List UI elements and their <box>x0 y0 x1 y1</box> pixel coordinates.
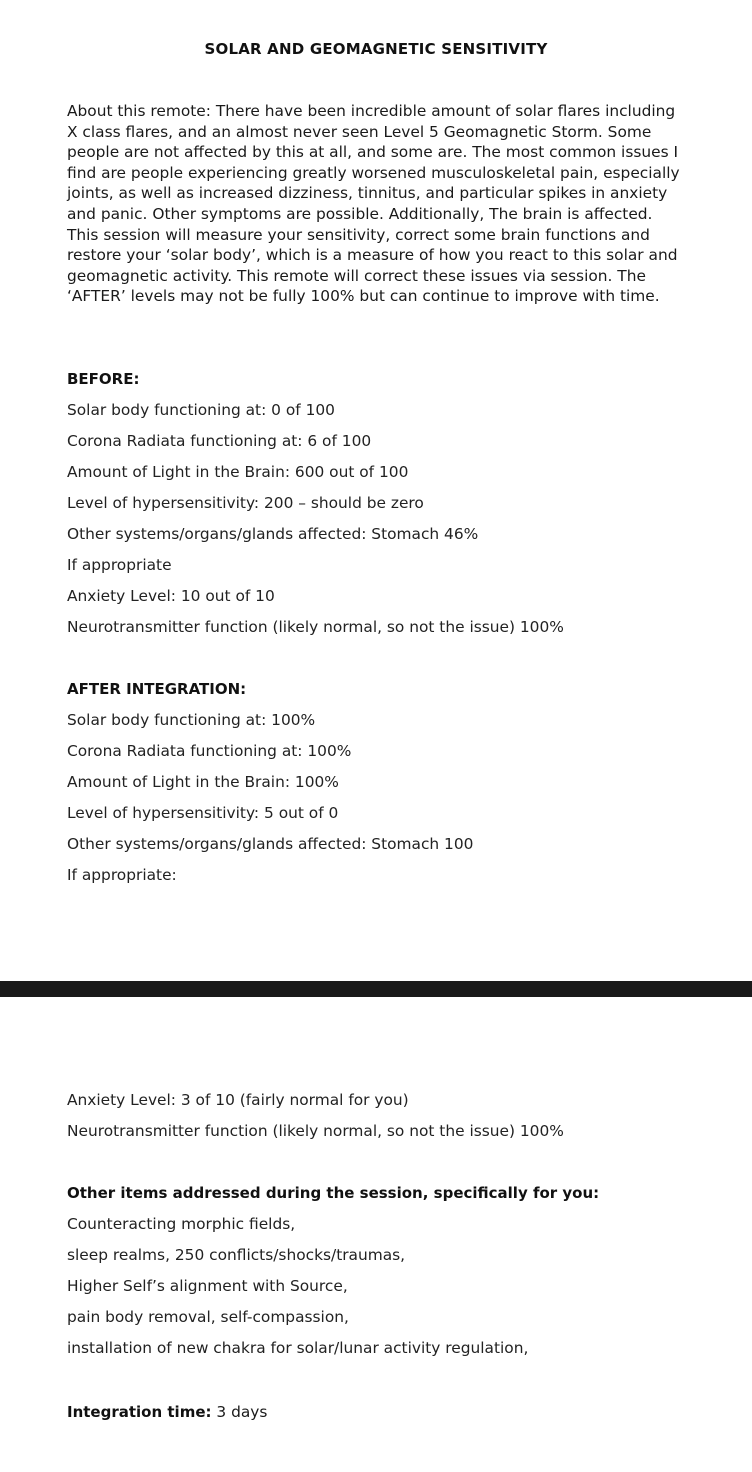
before-item-light-in-brain: Amount of Light in the Brain: 600 out of 100 <box>67 463 409 481</box>
before-item-solar-body: Solar body functioning at: 0 of 100 <box>67 401 335 419</box>
other-item-new-chakra: installation of new chakra for solar/lunar activity regulation, <box>67 1339 529 1357</box>
after-item-light-in-brain: Amount of Light in the Brain: 100% <box>67 773 339 791</box>
other-items-heading: Other items addressed during the session, specifically for you: <box>67 1184 600 1202</box>
after-item-anxiety: Anxiety Level: 3 of 10 (fairly normal for you) <box>67 1091 409 1109</box>
other-items-section <box>67 1178 707 1364</box>
other-item-higher-self: Higher Self’s alignment with Source, <box>67 1277 348 1295</box>
other-item-sleep-realms: sleep realms, 250 conflicts/shocks/traumas, <box>67 1246 406 1264</box>
before-item-hypersensitivity: Level of hypersensitivity: 200 – should be zero <box>67 494 424 512</box>
page-title: SOLAR AND GEOMAGNETIC SENSITIVITY <box>204 40 548 58</box>
before-item-neurotransmitter: Neurotransmitter function (likely normal, so not the issue) 100% <box>67 618 564 636</box>
page-break-divider <box>0 981 752 997</box>
integration-time-value: 3 days <box>216 1403 268 1421</box>
before-item-corona-radiata: Corona Radiata functioning at: 6 of 100 <box>67 432 372 450</box>
after-item-hypersensitivity: Level of hypersensitivity: 5 out of 0 <box>67 804 339 822</box>
before-heading: BEFORE: <box>67 370 140 388</box>
after-continued-section <box>67 1085 707 1147</box>
before-item-if-appropriate: If appropriate <box>67 556 172 574</box>
after-item-other-systems: Other systems/organs/glands affected: Stomach 100 <box>67 835 474 853</box>
before-item-other-systems: Other systems/organs/glands affected: Stomach 46% <box>67 525 479 543</box>
about-paragraph: About this remote: There have been incredible amount of solar flares including X class flares, and an almost never seen Level 5 Geomagnetic Storm. Some people are not affected by this at all, and some are. The most common issues I find are people experiencing greatly worsened musculoskeletal pain, especially joints, as well as increased dizziness, tinnitus, and particular spikes in anxiety and panic. Other symptoms are possible. Additionally, The brain is affected. This session will measure your sensitivity, correct some brain functions and restore your ‘solar body’, which is a measure of how you react to this solar and geomagnetic activity. This remote will correct these issues via session. The ‘AFTER’ levels may not be fully 100% but can continue to improve with time. <box>67 102 680 306</box>
after-item-corona-radiata: Corona Radiata functioning at: 100% <box>67 742 352 760</box>
after-section <box>67 674 707 891</box>
integration-time <box>67 1397 267 1428</box>
after-item-neurotransmitter: Neurotransmitter function (likely normal, so not the issue) 100% <box>67 1122 564 1140</box>
before-section <box>67 364 707 643</box>
other-item-pain-body: pain body removal, self-compassion, <box>67 1308 349 1326</box>
after-item-if-appropriate: If appropriate: <box>67 866 177 884</box>
after-item-solar-body: Solar body functioning at: 100% <box>67 711 316 729</box>
integration-time-label: Integration time: <box>67 1403 212 1421</box>
other-item-morphic-fields: Counteracting morphic fields, <box>67 1215 296 1233</box>
before-item-anxiety: Anxiety Level: 10 out of 10 <box>67 587 275 605</box>
after-heading: AFTER INTEGRATION: <box>67 680 247 698</box>
